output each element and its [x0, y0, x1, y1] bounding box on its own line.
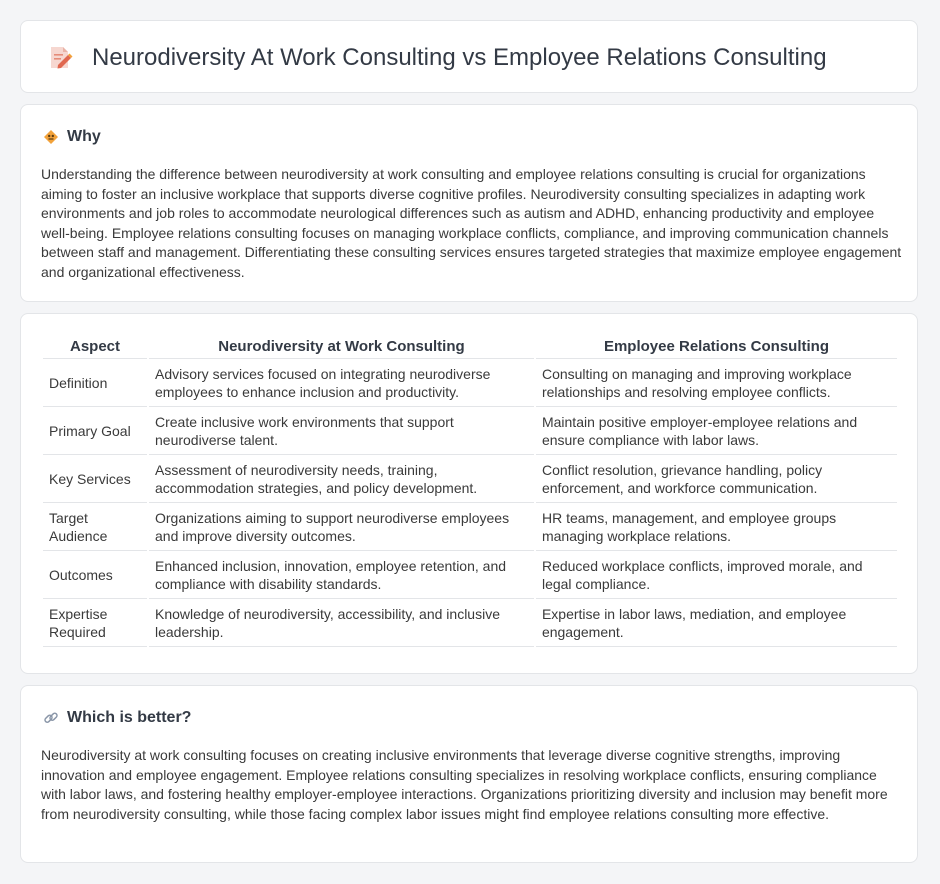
- aspect-cell: Primary Goal: [43, 407, 147, 455]
- aspect-cell: Expertise Required: [43, 599, 147, 647]
- aspect-cell: Outcomes: [43, 551, 147, 599]
- table-row: [43, 503, 897, 551]
- page-title: Neurodiversity At Work Consulting vs Employee Relations Consulting: [92, 44, 827, 71]
- diamond-sign-icon: [43, 129, 59, 145]
- why-heading-label: Why: [67, 128, 101, 145]
- link-icon: [43, 710, 59, 726]
- employee-relations-cell: Reduced workplace conflicts, improved morale, and legal compliance.: [536, 551, 897, 599]
- employee-relations-cell: Consulting on managing and improving workplace relationships and resolving employee conflicts.: [536, 359, 897, 407]
- aspect-cell: Key Services: [43, 455, 147, 503]
- neurodiversity-cell: Knowledge of neurodiversity, accessibility, and inclusive leadership.: [149, 599, 534, 647]
- table-row: [43, 599, 897, 647]
- employee-relations-cell: HR teams, management, and employee groups managing workplace relations.: [536, 503, 897, 551]
- header-neurodiversity: Neurodiversity at Work Consulting: [149, 334, 534, 359]
- table-row: [43, 455, 897, 503]
- better-heading: [43, 709, 191, 727]
- title-card: [20, 20, 918, 93]
- header-employee-relations: Employee Relations Consulting: [536, 334, 897, 359]
- better-paragraph: Neurodiversity at work consulting focuses on creating inclusive environments that leverage diverse cognitive strengths, improving innovation and employee engagement. Employee relations consulting specializes in resolving workplace conflicts, ensuring compliance with labor laws, and fostering healthy employer-employee interactions. Organizations prioritizing diversity and inclusion may benefit more from neurodiversity consulting, while those facing complex labor issues might find employee relations consulting more effective.: [41, 747, 888, 822]
- neurodiversity-cell: Advisory services focused on integrating neurodiverse employees to enhance inclusion and productivity.: [149, 359, 534, 407]
- aspect-cell: Definition: [43, 359, 147, 407]
- why-heading: [43, 128, 101, 146]
- why-section: [20, 104, 918, 302]
- neurodiversity-cell: Create inclusive work environments that support neurodiverse talent.: [149, 407, 534, 455]
- table-row: [43, 551, 897, 599]
- comparison-table: [41, 334, 899, 647]
- why-paragraph: Understanding the difference between neurodiversity at work consulting and employee relations consulting is crucial for organizations aiming to foster an inclusive workplace that supports diverse cognitive profiles. Neurodiversity consulting specializes in adapting work environments and job roles to accommodate neurological differences such as autism and ADHD, enhancing productivity and employee well-being. Employee relations consulting focuses on managing workplace conflicts, compliance, and improving communication channels between staff and management. Differentiating these consulting services ensures targeted strategies that maximize employee engagement and organizational effectiveness.: [41, 166, 902, 280]
- table-header-row: [43, 334, 897, 359]
- better-heading-label: Which is better?: [67, 709, 192, 726]
- document-pencil-icon: [47, 45, 73, 71]
- neurodiversity-cell: Organizations aiming to support neurodiverse employees and improve diversity outcomes.: [149, 503, 534, 551]
- table-row: [43, 407, 897, 455]
- employee-relations-cell: Conflict resolution, grievance handling, policy enforcement, and workforce communication.: [536, 455, 897, 503]
- aspect-cell: Target Audience: [43, 503, 147, 551]
- header-aspect: Aspect: [43, 334, 147, 359]
- employee-relations-cell: Maintain positive employer-employee relations and ensure compliance with labor laws.: [536, 407, 897, 455]
- table-row: [43, 359, 897, 407]
- which-is-better-section: [20, 685, 918, 863]
- neurodiversity-cell: Enhanced inclusion, innovation, employee retention, and compliance with disability standards.: [149, 551, 534, 599]
- neurodiversity-cell: Assessment of neurodiversity needs, training, accommodation strategies, and policy development.: [149, 455, 534, 503]
- employee-relations-cell: Expertise in labor laws, mediation, and employee engagement.: [536, 599, 897, 647]
- comparison-card: [20, 313, 918, 674]
